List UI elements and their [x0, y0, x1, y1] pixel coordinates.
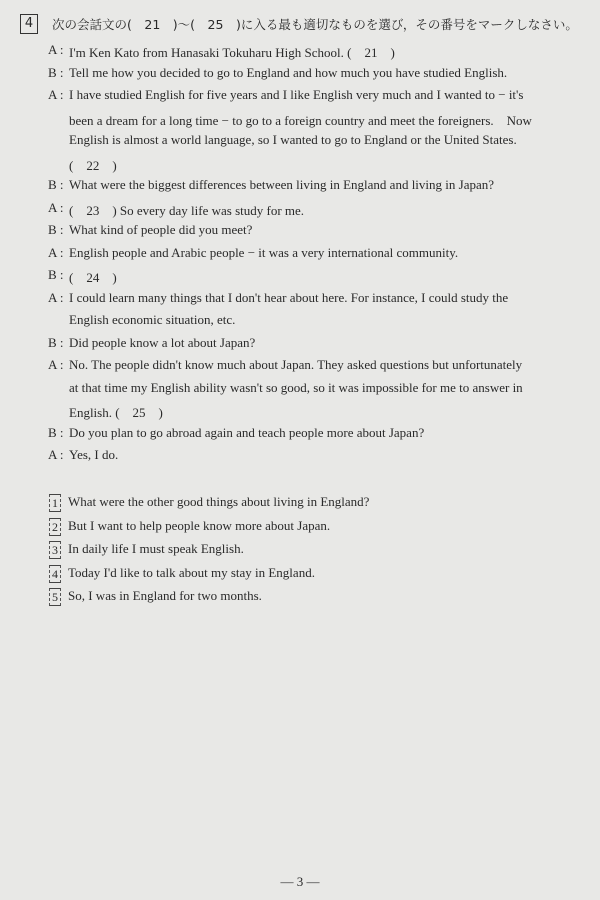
option-number: 5	[49, 588, 61, 606]
dialogue-line: ( 23 ) So every day life was study for me.	[69, 202, 305, 218]
dialogue-line: I could learn many things that I don't hear about here. For instance, I could study the	[69, 289, 509, 305]
option-number: 2	[49, 518, 61, 536]
speaker-label: B :	[48, 424, 64, 440]
question-instruction: 次の会話文の( 21 )～( 25 )に入る最も適切なものを選び，その番号をマークしなさい。	[52, 17, 578, 32]
dialogue-line: been a dream for a long time − to go to a foreign country and meet the foreigners. Now	[69, 112, 532, 128]
speaker-label: B :	[48, 267, 64, 282]
speaker-label: B :	[48, 64, 64, 80]
dialogue-line: No. The people didn't know much about Japan. They asked questions but unfortunately	[69, 357, 523, 372]
dialogue-line: English people and Arabic people − it was a very international community.	[69, 244, 459, 260]
speaker-label: A :	[48, 42, 64, 57]
option-text: But I want to help people know more about Japan.	[68, 517, 331, 533]
dialogue-line: English economic situation, etc.	[69, 312, 236, 327]
speaker-label: A :	[48, 357, 64, 372]
dialogue-line: What kind of people did you meet?	[69, 222, 253, 237]
dialogue-line: English. ( 25 )	[69, 405, 163, 420]
dialogue-line: I have studied English for five years and I like English very much and I wanted to − it's	[69, 87, 524, 102]
speaker-label: B :	[48, 222, 64, 237]
page-number: — 3 —	[280, 874, 320, 889]
dialogue-line: What were the biggest differences between living in England and living in Japan?	[69, 177, 495, 192]
question-number: 4	[20, 14, 38, 34]
dialogue-line: ( 22 )	[69, 157, 117, 173]
dialogue-line: English is almost a world language, so I wanted to go to England or the United States.	[69, 132, 517, 147]
speaker-label: B :	[48, 334, 64, 350]
dialogue-line: Yes, I do.	[69, 447, 119, 462]
option-text: So, I was in England for two months.	[68, 588, 262, 603]
dialogue-line: ( 24 )	[69, 270, 117, 285]
option-number: 1	[49, 494, 61, 512]
option-number: 3	[49, 541, 61, 559]
option-number: 4	[49, 565, 61, 583]
option-text: In daily life I must speak English.	[68, 541, 244, 556]
dialogue-line: I'm Ken Kato from Hanasaki Tokuharu High School. ( 21 )	[69, 45, 395, 60]
speaker-label: A :	[48, 244, 64, 260]
dialogue-line: Did people know a lot about Japan?	[69, 334, 256, 350]
speaker-label: A :	[48, 447, 64, 462]
option-text: Today I'd like to talk about my stay in England.	[68, 564, 315, 580]
dialogue-line: Tell me how you decided to go to England and how much you have studied English.	[69, 64, 508, 80]
dialogue-line: at that time my English ability wasn't so good, so it was impossible for me to answer in	[69, 379, 523, 395]
speaker-label: A :	[48, 199, 64, 215]
speaker-label: B :	[48, 177, 64, 192]
speaker-label: A :	[48, 289, 64, 305]
dialogue-line: Do you plan to go abroad again and teach people more about Japan?	[69, 424, 425, 440]
option-text: What were the other good things about living in England?	[68, 494, 370, 509]
speaker-label: A :	[48, 87, 64, 102]
